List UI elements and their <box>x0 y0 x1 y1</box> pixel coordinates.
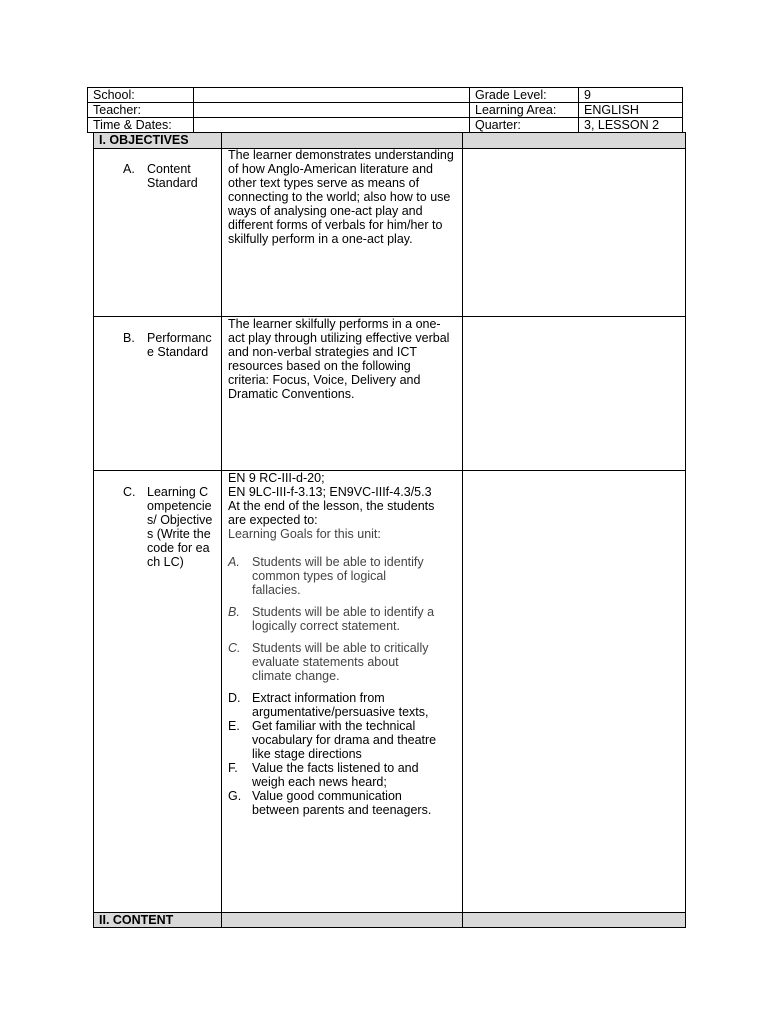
list-item <box>228 761 446 789</box>
quarter-label: Quarter: <box>470 118 579 133</box>
list-item-marker: B. <box>228 605 240 619</box>
list-item-text: Extract information from argumentative/persuasive texts, <box>252 691 429 719</box>
list-item-text: Students will be able to identify a logically correct statement. <box>252 605 435 633</box>
content-title: II. CONTENT <box>99 913 174 927</box>
list-item-marker: F. <box>228 761 238 775</box>
list-item-text: Get familiar with the technical vocabulary for drama and theatre like stage directions <box>252 719 437 761</box>
row-a-marker: A. <box>123 162 135 176</box>
content-standard-text: The learner demonstrates understanding of how Anglo-American literature and other text types serve as means of connecting to the world; also how to use ways of analysing one-act play and different forms of verbals for him/her to skilfully perform in a one-act play. <box>228 148 454 246</box>
list-item-text: Students will be able to critically evaluate statements about climate change. <box>252 641 429 683</box>
grade-value: 9 <box>579 88 683 103</box>
list-item-marker: E. <box>228 719 240 733</box>
competency-code-2: EN 9LC-III-f-3.13; EN9VC-IIIf-4.3/5.3 <box>228 485 432 499</box>
list-item <box>228 691 446 719</box>
row-b-label-text: Performance Standard <box>147 331 212 359</box>
competency-code-1: EN 9 RC-III-d-20; <box>228 471 325 485</box>
header-table <box>87 87 683 133</box>
list-item <box>228 641 438 683</box>
list-item-marker: A. <box>228 555 240 569</box>
objectives-title: I. OBJECTIVES <box>99 133 189 147</box>
goals-title: Learning Goals for this unit: <box>228 527 381 541</box>
grade-label: Grade Level: <box>470 88 579 103</box>
list-item-text: Value good communication between parents and teenagers. <box>252 789 432 817</box>
content-band <box>93 913 686 928</box>
row-b-marker: B. <box>123 331 135 345</box>
competency-intro: At the end of the lesson, the students are expected to: <box>228 499 435 527</box>
list-item-marker: G. <box>228 789 242 803</box>
objectives-list <box>228 691 446 817</box>
list-item <box>228 605 438 633</box>
list-item <box>228 789 446 817</box>
teacher-label: Teacher: <box>88 103 194 118</box>
row-c-marker: C. <box>123 485 136 499</box>
teacher-value <box>194 103 470 118</box>
area-value: ENGLISH <box>579 103 683 118</box>
list-item-text: Value the facts listened to and weigh each news heard; <box>252 761 419 789</box>
time-value <box>194 118 470 133</box>
performance-standard-text: The learner skilfully performs in a one-act play through utilizing effective verbal and non-verbal strategies and ICT resources based on the following criteria: Focus, Voice, Delivery and Dramatic Conventions. <box>228 317 450 401</box>
row-c-label-text: Learning Competencies/ Objectives (Write the code for each LC) <box>147 485 213 569</box>
quarter-value: 3, LESSON 2 <box>579 118 683 133</box>
area-label: Learning Area: <box>470 103 579 118</box>
learning-goals-list <box>228 555 438 683</box>
school-label: School: <box>88 88 194 103</box>
list-item <box>228 719 446 761</box>
list-item-text: Students will be able to identify common types of logical fallacies. <box>252 555 424 597</box>
list-item-marker: D. <box>228 691 241 705</box>
row-a-label-text: Content Standard <box>147 162 198 190</box>
time-label: Time & Dates: <box>88 118 194 133</box>
list-item-marker: C. <box>228 641 241 655</box>
school-value <box>194 88 470 103</box>
list-item <box>228 555 438 597</box>
